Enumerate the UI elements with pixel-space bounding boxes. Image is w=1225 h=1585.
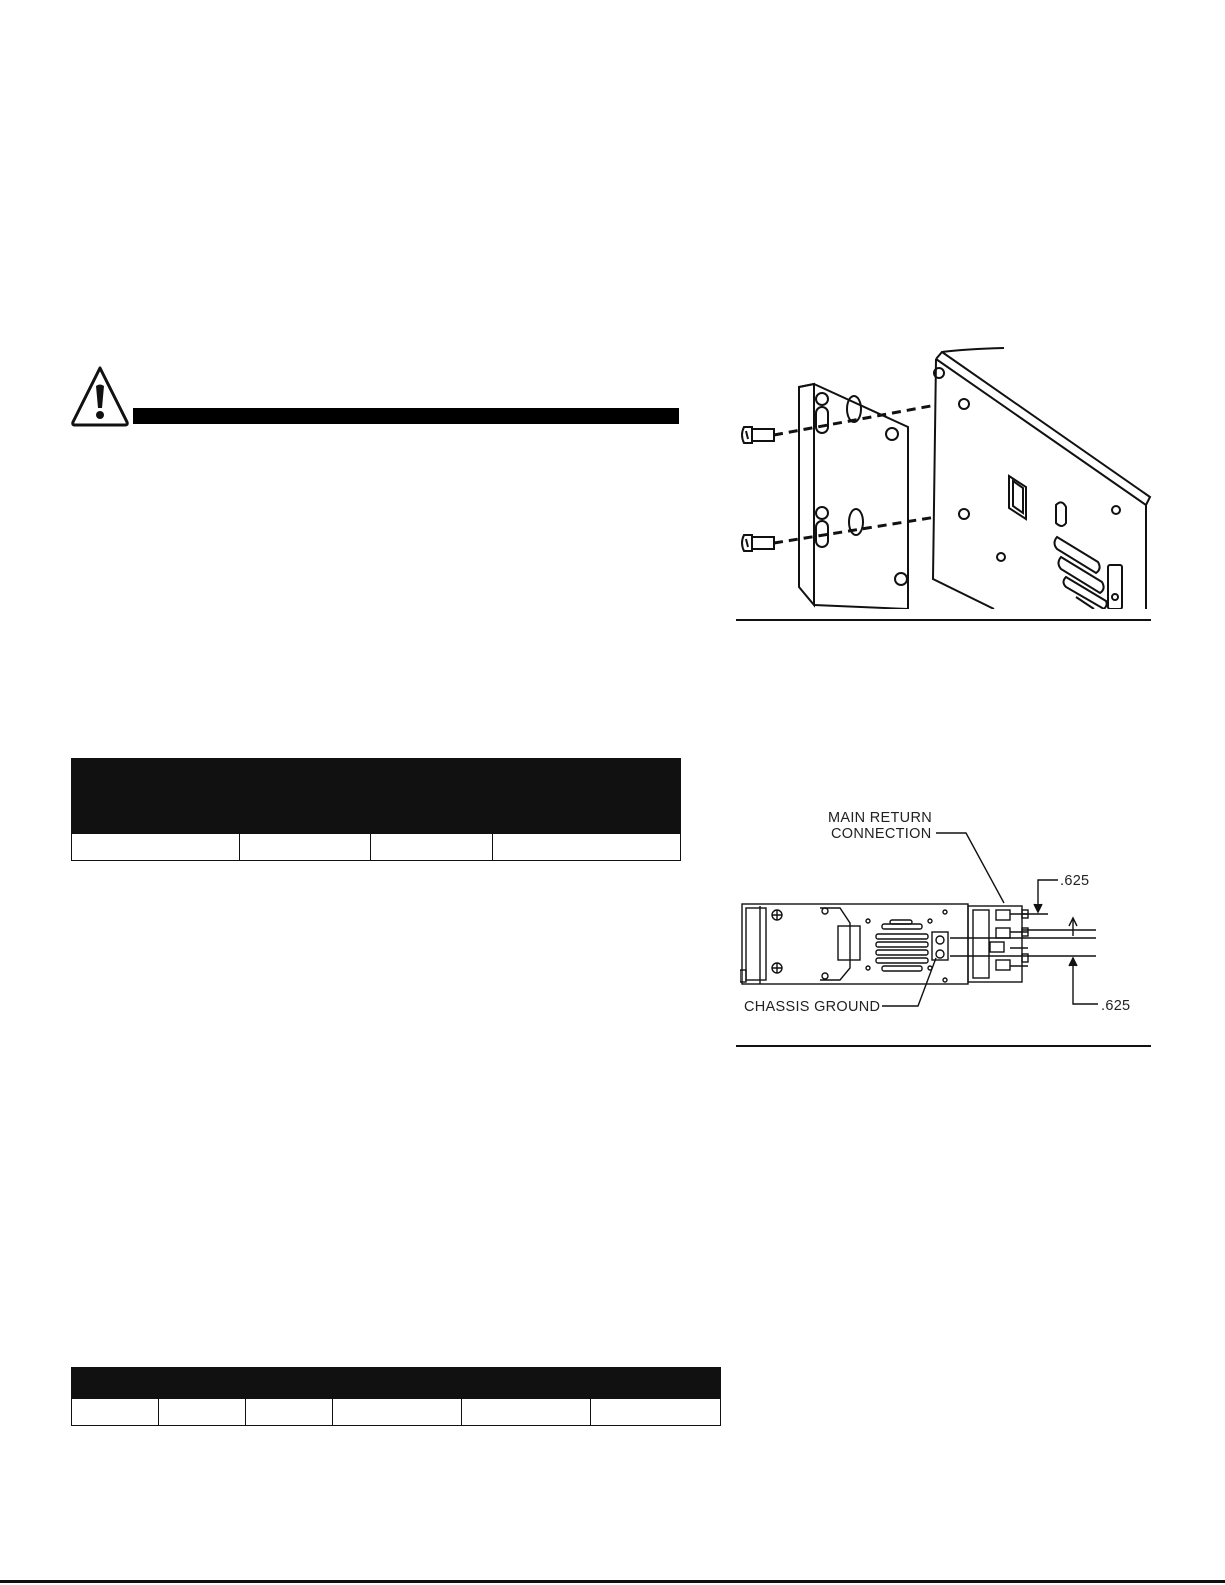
spec-table-top <box>71 758 681 861</box>
table-row <box>72 834 681 861</box>
table-header <box>72 759 681 834</box>
table-cell <box>72 1399 159 1426</box>
table-cell <box>72 834 240 861</box>
table-cell <box>462 1399 591 1426</box>
table-cell <box>159 1399 246 1426</box>
main-return-label-line2: CONNECTION <box>831 826 932 842</box>
rack-bracket-screws-illustration <box>736 347 1154 609</box>
chassis-ground-label: CHASSIS GROUND <box>744 999 881 1015</box>
page-bottom-rule <box>0 1580 1225 1583</box>
warning-banner <box>133 408 679 424</box>
figure-divider <box>736 1045 1151 1047</box>
table-cell <box>240 834 371 861</box>
table-cell <box>371 834 493 861</box>
main-return-label: MAIN RETURN <box>828 810 932 826</box>
connection-diagram <box>740 808 1152 1038</box>
warning-triangle-icon <box>70 364 130 428</box>
dimension-label-bottom: .625 <box>1101 998 1131 1014</box>
table-cell <box>333 1399 462 1426</box>
table-cell <box>591 1399 721 1426</box>
table-cell <box>493 834 681 861</box>
table-row <box>72 1399 721 1426</box>
dimension-label-top: .625 <box>1060 873 1090 889</box>
table-header <box>72 1368 721 1399</box>
figure-divider <box>736 619 1151 621</box>
spec-table-bottom <box>71 1367 721 1426</box>
table-cell <box>246 1399 333 1426</box>
